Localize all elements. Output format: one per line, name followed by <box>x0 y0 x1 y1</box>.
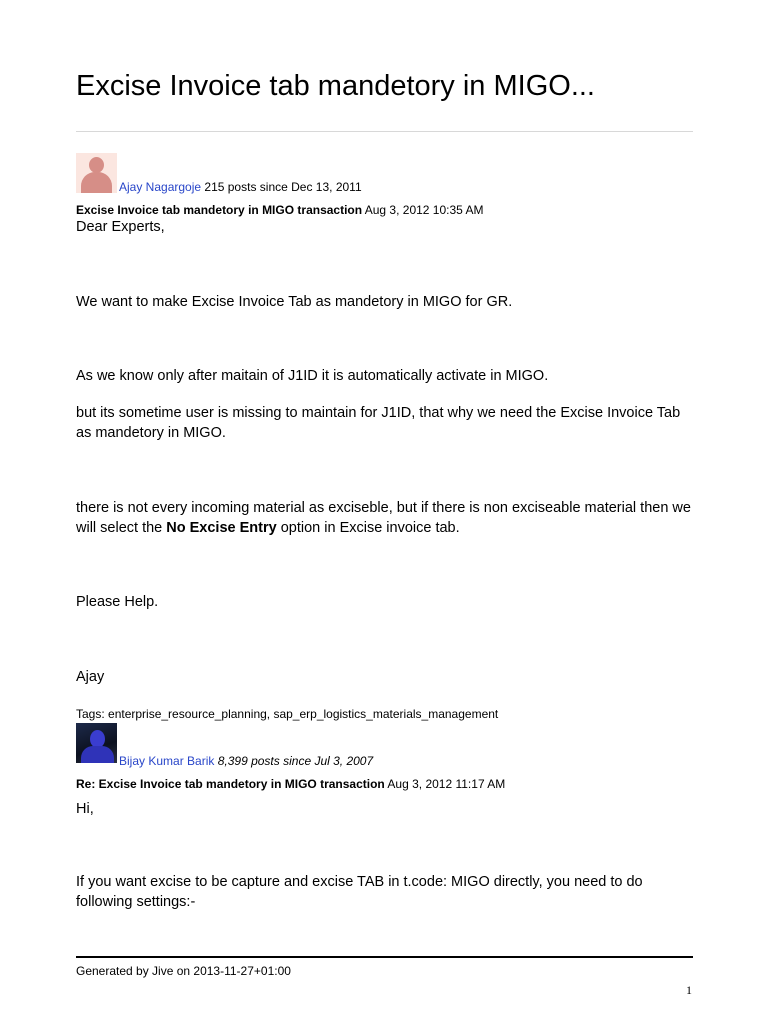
bold-option-name: No Excise Entry <box>166 520 277 536</box>
author-link[interactable]: Ajay Nagargoje <box>119 180 202 194</box>
author-stats: 215 posts since Dec 13, 2011 <box>204 180 362 194</box>
avatar[interactable] <box>76 723 117 763</box>
post-greeting: Dear Experts, <box>76 219 165 235</box>
post-date: Aug 3, 2012 10:35 AM <box>364 203 484 217</box>
footer-generated: Generated by Jive on 2013-11-27+01:00 <box>76 964 291 978</box>
post-date: Aug 3, 2012 11:17 AM <box>387 777 506 791</box>
author-stats: 8,399 posts since Jul 3, 2007 <box>217 754 374 768</box>
post-greeting: Hi, <box>76 801 94 817</box>
title-divider <box>76 131 693 132</box>
page-title: Excise Invoice tab mandetory in MIGO... <box>76 70 595 102</box>
post-paragraph: As we know only after maitain of J1ID it is automatically activate in MIGO. <box>76 368 549 384</box>
post-subject-line <box>76 203 484 217</box>
post-signature: Ajay <box>76 669 105 685</box>
avatar-placeholder-head <box>89 157 104 173</box>
post-paragraph: but its sometime user is missing to maintain for J1ID, that why we need the Excise Invoice Tab as mandetory in MIGO. <box>76 405 681 441</box>
post-paragraph: Please Help. <box>76 594 159 610</box>
paragraph-text: there is not every incoming material as exciseble, but if there is non exciseable material then we will select the <box>76 500 691 536</box>
post-author-meta <box>119 754 373 768</box>
author-link[interactable]: Bijay Kumar Barik <box>119 754 215 768</box>
avatar[interactable] <box>76 153 117 193</box>
post-paragraph <box>76 498 693 538</box>
avatar-placeholder-body <box>81 172 112 193</box>
post-paragraph: We want to make Excise Invoice Tab as mandetory in MIGO for GR. <box>76 294 513 310</box>
page-number: 1 <box>686 983 692 997</box>
post-subject: Excise Invoice tab mandetory in MIGO transaction <box>76 203 363 217</box>
post-author-meta <box>119 180 362 194</box>
footer-divider <box>76 956 693 958</box>
avatar-photo-body <box>81 746 114 763</box>
post-tags: Tags: enterprise_resource_planning, sap_erp_logistics_materials_management <box>76 707 499 721</box>
post-subject: Re: Excise Invoice tab mandetory in MIGO transaction <box>76 777 385 791</box>
post-subject-line <box>76 777 505 791</box>
post-paragraph: If you want excise to be capture and excise TAB in t.code: MIGO directly, you need to do following settings:- <box>76 874 643 910</box>
paragraph-text: option in Excise invoice tab. <box>276 520 460 536</box>
